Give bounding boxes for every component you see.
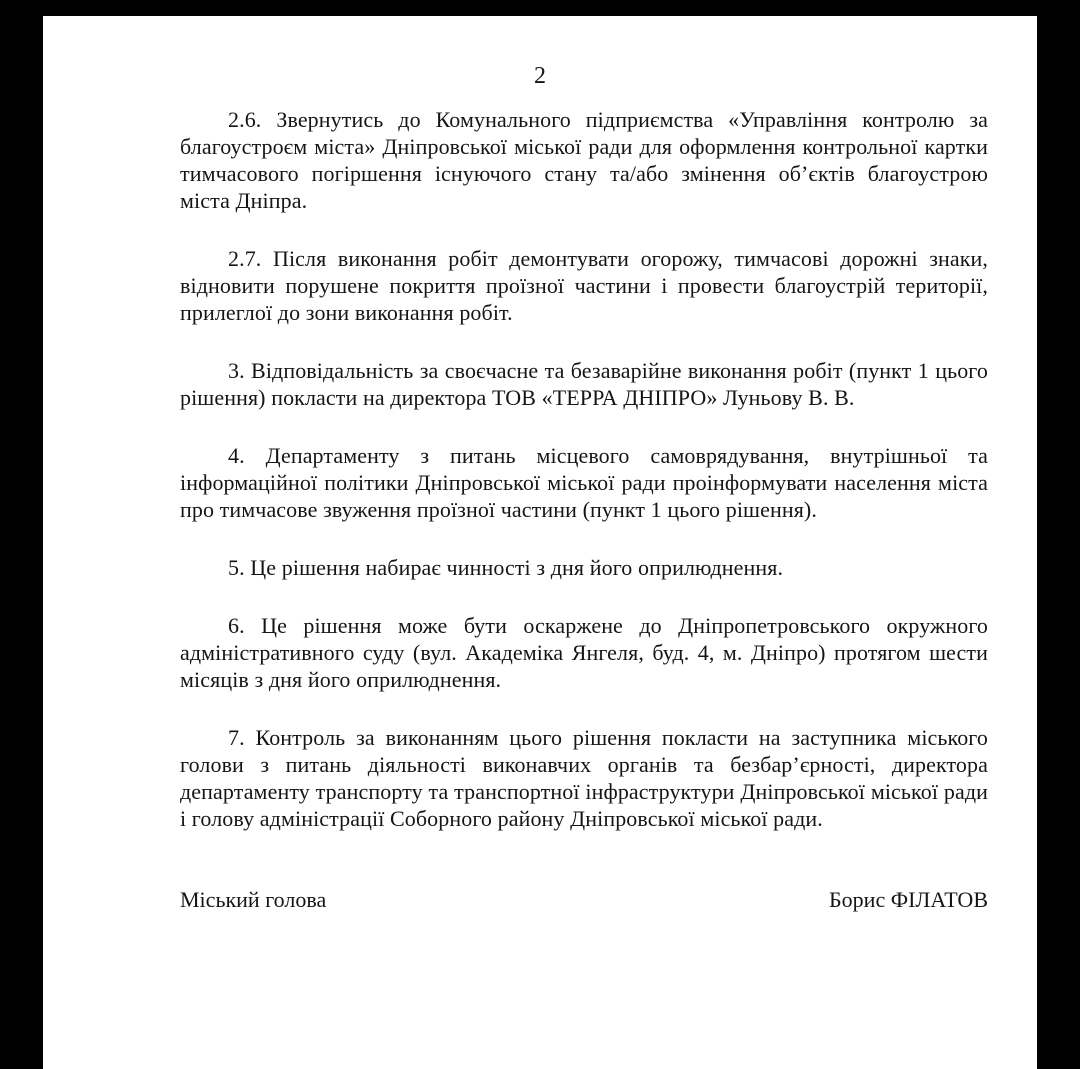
paragraph-7: 7. Контроль за виконанням цього рішення покласти на заступника міського голови з питань діяльності виконавчих органів та безбар’єрності, директора департаменту транспорту та транспортної інфраструктури Дніпровської міської ради і голову адміністрації Соборного району Дніпровської міської ради. <box>180 725 988 831</box>
document-body <box>180 106 988 863</box>
paragraph-3: 3. Відповідальність за своєчасне та безаварійне виконання робіт (пункт 1 цього рішення) покласти на директора ТОВ «ТЕРРА ДНІПРО» Луньову В. В. <box>180 358 988 410</box>
paragraph-2-7: 2.7. Після виконання робіт демонтувати огорожу, тимчасові дорожні знаки, відновити порушене покриття проїзної частини і провести благоустрій території, прилеглої до зони виконання робіт. <box>180 246 988 325</box>
paragraph-2-6: 2.6. Звернутись до Комунального підприємства «Управління контролю за благоустроєм міста» Дніпровської міської ради для оформлення контрольної картки тимчасового погіршення існуючого стану та/або змінення об’єктів благоустрою міста Дніпра. <box>180 107 988 213</box>
page-number: 2 <box>534 63 546 89</box>
document-page[interactable] <box>43 16 1037 1069</box>
signatory-name: Борис ФІЛАТОВ <box>829 887 988 912</box>
paragraph-5: 5. Це рішення набирає чинності з дня його оприлюднення. <box>228 555 784 580</box>
paragraph-4: 4. Департаменту з питань місцевого самоврядування, внутрішньої та інформаційної політики Дніпровської міської ради проінформувати населення міста про тимчасове звуження проїзної частини (пункт 1 цього рішення). <box>180 443 988 522</box>
paragraph-6: 6. Це рішення може бути оскаржене до Дніпропетровського окружного адміністративного суду (вул. Академіка Янгеля, буд. 4, м. Дніпро) протягом шести місяців з дня його оприлюднення. <box>180 613 988 692</box>
signature-block <box>180 886 988 913</box>
signatory-position: Міський голова <box>180 887 327 912</box>
